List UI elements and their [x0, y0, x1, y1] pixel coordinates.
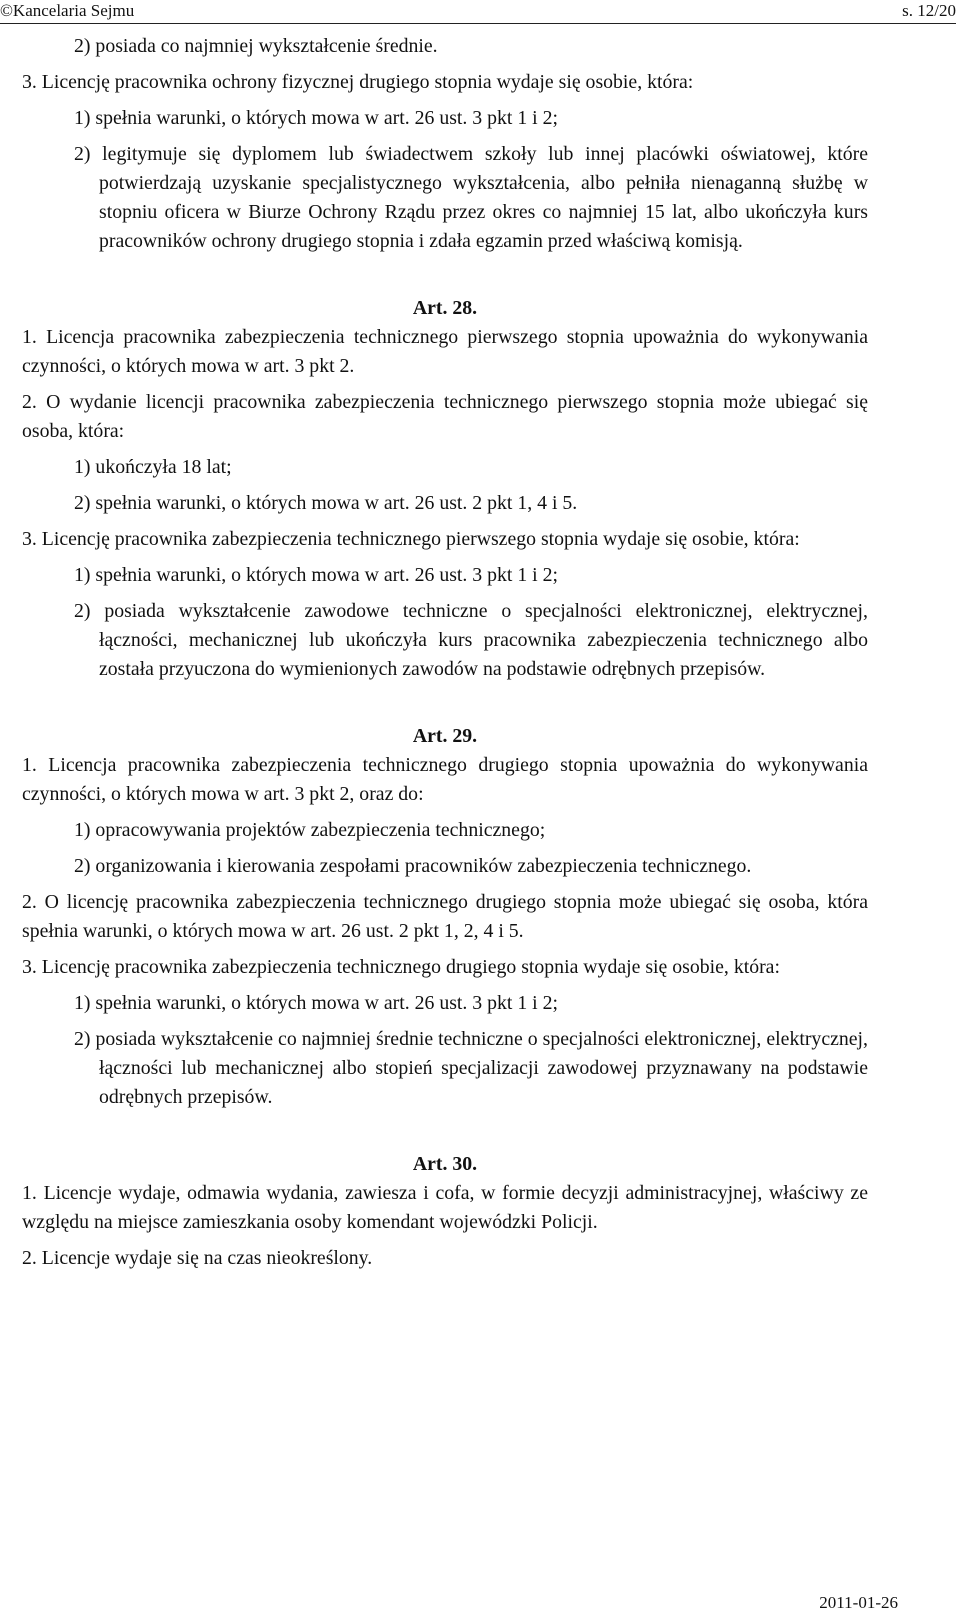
- header-divider: [0, 23, 956, 24]
- page-number: s. 12/20: [902, 1, 956, 20]
- list-item: 2) posiada wykształcenie co najmniej średnie techniczne o specjalności elektronicznej, elektrycznej, łączności lub mechanicznej albo stopień specjalizacji zawodowej przyznawany na podstawie odrębnych przepisów.: [74, 1028, 868, 1108]
- document-body: [22, 32, 868, 1273]
- list-item: 1) spełnia warunki, o których mowa w art. 26 ust. 3 pkt 1 i 2;: [74, 564, 559, 586]
- list-item: 2) organizowania i kierowania zespołami pracowników zabezpieczenia technicznego.: [74, 855, 752, 877]
- list-item: 2) spełnia warunki, o których mowa w art. 26 ust. 2 pkt 1, 4 i 5.: [74, 492, 578, 514]
- list-item: 1) ukończyła 18 lat;: [74, 456, 232, 478]
- list-item: 1) opracowywania projektów zabezpieczenia technicznego;: [74, 819, 546, 841]
- paragraph: 1. Licencja pracownika zabezpieczenia technicznego pierwszego stopnia upoważnia do wykonywania czynności, o których mowa w art. 3 pkt 2.: [22, 326, 868, 377]
- paragraph: 1. Licencja pracownika zabezpieczenia technicznego drugiego stopnia upoważnia do wykonywania czynności, o których mowa w art. 3 pkt 2, oraz do:: [22, 754, 868, 805]
- paragraph: 1. Licencje wydaje, odmawia wydania, zawiesza i cofa, w formie decyzji administracyjnej, właściwy ze względu na miejsce zamieszkania osoby komendant wojewódzki Policji.: [22, 1182, 868, 1233]
- article-heading: Art. 29.: [412, 725, 478, 747]
- list-item: 1) spełnia warunki, o których mowa w art. 26 ust. 3 pkt 1 i 2;: [74, 107, 559, 129]
- paragraph: 3. Licencję pracownika ochrony fizycznej drugiego stopnia wydaje się osobie, która:: [22, 71, 694, 93]
- paragraph: 2. Licencje wydaje się na czas nieokreślony.: [22, 1247, 373, 1269]
- copyright-label: ©Kancelaria Sejmu: [0, 1, 135, 20]
- list-item: 2) posiada co najmniej wykształcenie średnie.: [74, 35, 438, 57]
- paragraph: 2. O licencję pracownika zabezpieczenia technicznego drugiego stopnia może ubiegać się osoba, która spełnia warunki, o których mowa w art. 26 ust. 2 pkt 1, 2, 4 i 5.: [22, 891, 868, 942]
- list-item: 2) posiada wykształcenie zawodowe techniczne o specjalności elektronicznej, elektrycznej, łączności, mechanicznej lub ukończyła kurs pracownika zabezpieczenia technicznego albo została przyuczona do wymienionych zawodów na podstawie odrębnych przepisów.: [74, 600, 868, 680]
- page-header: [0, 0, 960, 26]
- paragraph: 3. Licencję pracownika zabezpieczenia technicznego drugiego stopnia wydaje się osobie, która:: [22, 956, 780, 978]
- list-item: 1) spełnia warunki, o których mowa w art. 26 ust. 3 pkt 1 i 2;: [74, 992, 559, 1014]
- article-heading: Art. 30.: [412, 1153, 478, 1175]
- footer-date: 2011-01-26: [819, 1593, 898, 1612]
- list-item: 2) legitymuje się dyplomem lub świadectwem szkoły lub innej placówki oświatowej, które potwierdzają uzyskanie specjalistycznego wykształcenia, albo pełniła nienaganną służbę w stopniu oficera w Biurze Ochrony Rządu przez okres co najmniej 15 lat, albo ukończyła kurs pracowników ochrony drugiego stopnia i zdała egzamin przed właściwą komisją.: [74, 143, 868, 252]
- article-heading: Art. 28.: [412, 297, 478, 319]
- paragraph: 3. Licencję pracownika zabezpieczenia technicznego pierwszego stopnia wydaje się osobie, która:: [22, 528, 800, 550]
- paragraph: 2. O wydanie licencji pracownika zabezpieczenia technicznego pierwszego stopnia może ubiegać się osoba, która:: [22, 391, 868, 442]
